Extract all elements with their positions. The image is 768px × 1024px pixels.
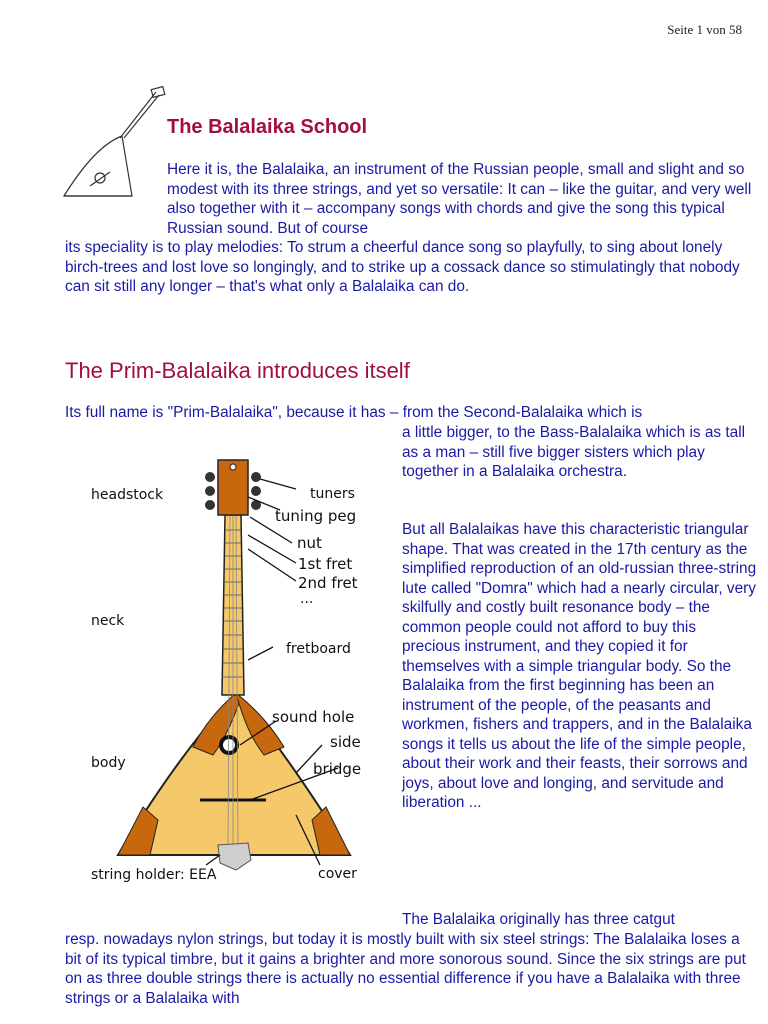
label-side: side bbox=[330, 733, 361, 751]
label-tuners: tuners bbox=[310, 486, 355, 502]
label-neck: neck bbox=[91, 613, 125, 629]
label-bridge: bridge bbox=[313, 760, 362, 778]
balalaika-diagram bbox=[88, 455, 388, 890]
intro-paragraph-part1: Here it is, the Balalaika, an instrument of the Russian people, small and slight and so modest with its three strings, and yet so versatile: It can – like the guitar, and very well also together with it – accompany songs with chords and give the song this typical Russian sound. But of course bbox=[167, 161, 752, 237]
page-number: Seite 1 von 58 bbox=[667, 22, 742, 37]
label-sound-hole: sound hole bbox=[272, 708, 355, 726]
label-1st-fret: 1st fret bbox=[298, 555, 353, 573]
paragraph-3-lead: The Balalaika originally has three catgut bbox=[402, 911, 675, 928]
paragraph-1-cont: a little bigger, to the Bass-Balalaika which is as tall as a man – still five bigger sisters which play together in a Balalaika orchestra. bbox=[402, 424, 746, 480]
label-nut: nut bbox=[297, 534, 322, 552]
label-fretboard: fretboard bbox=[286, 641, 351, 657]
document-title: The Balalaika School bbox=[167, 116, 368, 138]
label-tuning-peg: tuning peg bbox=[275, 507, 357, 525]
balalaika-sketch-icon bbox=[60, 86, 170, 216]
label-dots: ... bbox=[300, 591, 314, 607]
paragraph-1-lead: Its full name is "Prim-Balalaika", because it has – from the Second-Balalaika which is bbox=[65, 404, 643, 421]
paragraph-3-cont: resp. nowadays nylon strings, but today it is mostly built with six steel strings: The Balalaika loses a bit of its typical timbre, but it gains a brighter and more sonorous sound. Since the six strings are put on as three double strings there is actually no essential difference if you have a Balalaika with three strings or a Balalaika with bbox=[65, 931, 746, 1007]
intro-paragraph-part2: its speciality is to play melodies: To strum a cheerful dance song so playfully, to sing about lonely birch-trees and lost love so longingly, and to strike up a cossack dance so stimulatingly that nobody can sit still any longer – that's what only a Balalaika can do. bbox=[65, 239, 740, 295]
label-2nd-fret: 2nd fret bbox=[298, 574, 358, 592]
balalaika-headstock bbox=[205, 460, 261, 515]
label-headstock: headstock bbox=[91, 487, 164, 503]
label-body: body bbox=[91, 755, 126, 771]
section-heading: The Prim-Balalaika introduces itself bbox=[65, 358, 410, 383]
label-cover: cover bbox=[318, 866, 357, 882]
label-string-holder: string holder: EEA bbox=[91, 867, 217, 883]
paragraph-2: But all Balalaikas have this characteristic triangular shape. That was created in the 17th century as the simplified reproduction of an old-russian three-string lute called "Domra" which had a nearly circular, very skilfully and costly built resonance body – the common people could not afford to buy this precious instrument, and they copied it for themselves with a simple triangular body. So the Balalaika from the first beginning has been an instrument of the people, of the peasants and workmen, fishers and trappers, and in the Balalaika songs it tells us about the life of the simple people, about their work and their feasts, their sorrows and joys, about love and longing, and servitude and liberation ... bbox=[402, 521, 757, 811]
